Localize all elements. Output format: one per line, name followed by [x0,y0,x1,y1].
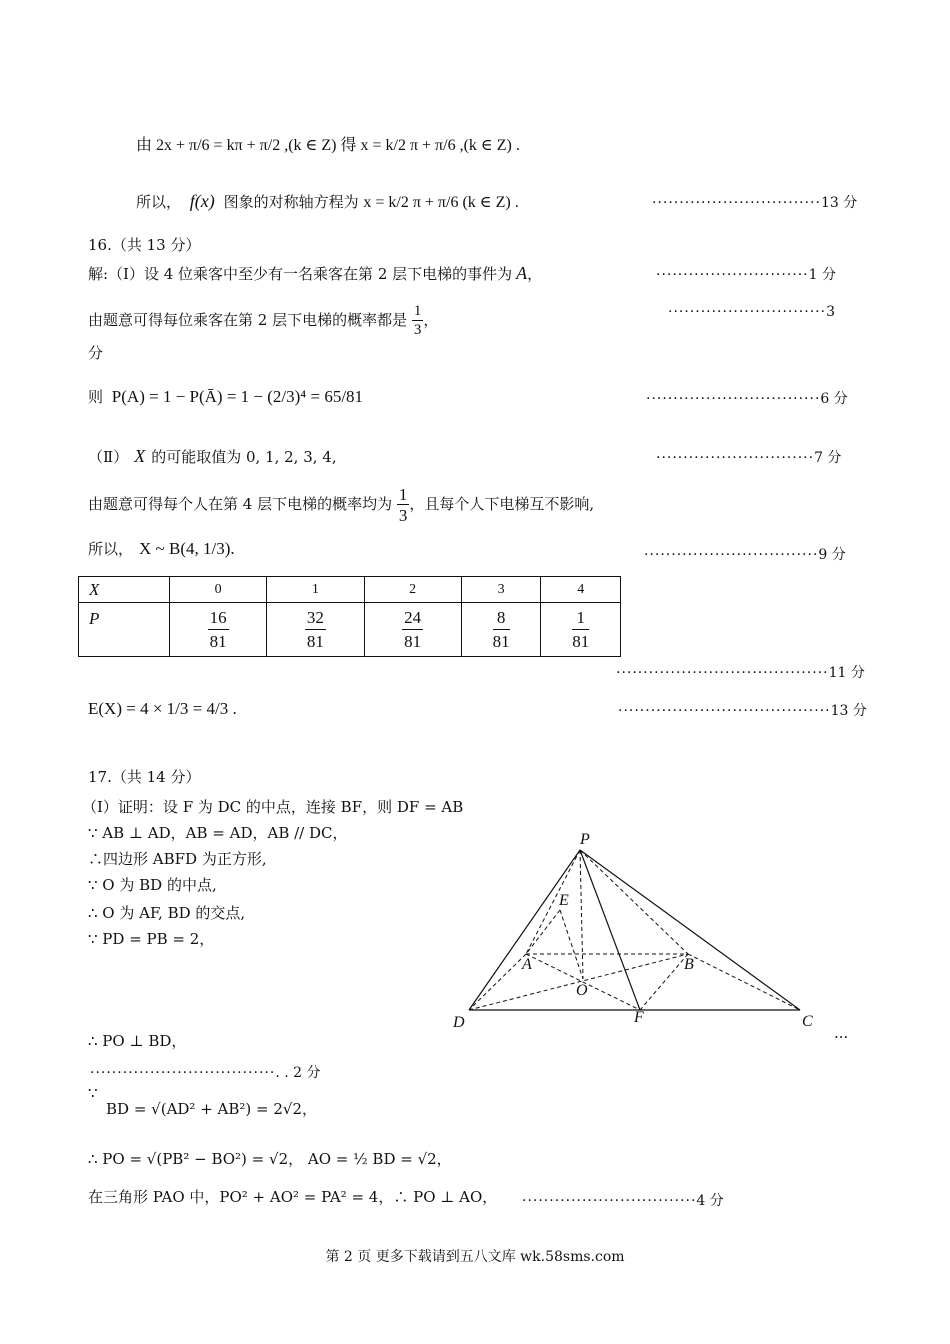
q17-step3: ∴四边形 ABFD 为正方形, [88,850,267,868]
edge-pf [580,850,640,1010]
complement-equation: P(A) = 1 − P(Ā) = 1 − (2/3)⁴ = 65/81 [111,387,364,406]
conclusion-mid: 图象的对称轴方程为 [223,193,359,211]
function-name: f(x) [189,191,215,211]
table-row [79,577,621,603]
q16-step6: 所以， X ~ B(4, 1/3). [88,539,235,558]
p-value: $\frac{32}{81}$ [267,603,364,657]
edge-ad [469,954,526,1010]
label-p: P [580,831,590,848]
q17-step9: ∴ PO = √(PB² − BO²) = √2， AO = ½ BD = √2， [88,1150,452,1168]
derivation-text: 由 2x + π/6 = kπ + π/2 ,(k ∈ Z) 得 x = k/2 π + π/6 ,(k ∈ Z) . [136,137,520,154]
row-label-x: X [79,577,170,603]
floor4-fraction: $\frac{1}{3}$ [398,485,408,525]
score-13a: ·······························13 分 [652,195,858,211]
row-label-p: P [79,603,170,657]
x-value: 2 [364,577,461,603]
q17-step2: ∵ AB ⊥ AD，AB = AD，AB // DC， [88,824,348,842]
edge-po [580,850,583,979]
score-2: ··································. . 2 分 [90,1065,321,1081]
conclusion-prefix: 所以， [136,193,182,211]
label-b: B [684,956,694,973]
x-value: 1 [267,577,364,603]
score-3-unit: 分 [88,344,104,362]
q17-step10: 在三角形 PAO 中，PO² + AO² = PA² = 4，∴ PO ⊥ AO， [88,1188,498,1206]
label-o: O [576,982,588,999]
label-a: A [522,956,532,973]
q17-step6: ∵ PD = PB = 2， [88,930,215,948]
q17-step4: ∵ O 为 BD 的中点, [88,876,217,894]
edge-pa [526,850,580,954]
edge-pc [580,850,800,1010]
p-value: $\frac{24}{81}$ [364,603,461,657]
q17-step8: BD = √(AD² + AB²) = 2√2， [106,1100,318,1118]
score-13: ·······································13 分 [618,703,867,719]
p-value: $\frac{1}{81}$ [541,603,621,657]
q17-step5: ∴ O 为 AF, BD 的交点, [88,904,246,922]
p-value: $\frac{8}{81}$ [461,603,541,657]
event-a: A [516,263,528,283]
edge-bf [640,954,688,1010]
page-footer: 第 2 页 更多下载请到五八文库 wk.58sms.com [325,1249,625,1265]
edge-eo [560,910,583,979]
q17-step1: （Ⅰ）证明：设 F 为 DC 的中点，连接 BF，则 DF = AB [82,798,464,816]
symmetry-conclusion [136,192,519,211]
table-row [79,603,621,657]
score-6: ································6 分 [646,391,848,407]
score-1: ····························1 分 [656,267,836,283]
q16-step5: 由题意可得每个人在第 4 层下电梯的概率均为 $\frac{1}{3}$ ，且每个人下电梯互不影响, [88,485,595,525]
q16-step1: 解:（Ⅰ）设 4 位乘客中至少有一名乘客在第 2 层下电梯的事件为 A， [88,263,543,283]
symmetry-derivation [136,138,520,154]
score-4: ································4 分 [522,1193,724,1209]
q16-header: 16.（共 13 分） [88,236,201,254]
axis-equation: x = k/2 π + π/6 (k ∈ Z) . [363,194,519,211]
distribution-table [78,576,621,657]
edge-bc [688,954,800,1010]
binomial-distribution: X ~ B(4, 1/3). [139,539,235,558]
q16-step2: 由题意可得每位乘客在第 2 层下电梯的概率都是 $\frac{1}{3}$ ， [88,303,439,338]
score-11: ·······································11 分 [616,665,865,681]
q17-because: ∵ [88,1084,98,1102]
label-f: F [634,1009,644,1026]
p-value: $\frac{16}{81}$ [170,603,267,657]
edge-ea [526,910,560,954]
edge-pd [469,850,580,1010]
x-value: 3 [461,577,541,603]
score-9: ································9 分 [644,547,846,563]
score-7: ·····························7 分 [656,450,842,466]
prob-fraction: $\frac{1}{3}$ [413,303,422,338]
label-c: C [802,1013,813,1030]
x-value: 0 [170,577,267,603]
label-e: E [559,892,569,909]
pyramid-figure [440,826,860,1036]
q17-header: 17.（共 14 分） [88,768,201,786]
expectation: E(X) = 4 × 1/3 = 4/3 . [88,699,237,718]
q16-step4: （Ⅱ） X 的可能取值为 0, 1, 2, 3, 4, [88,446,337,466]
edge-pb [580,850,688,954]
ellipsis-mark: ··· [834,1028,849,1046]
label-d: D [453,1014,465,1031]
score-3: ·····························3 [668,304,835,320]
x-value: 4 [541,577,621,603]
q17-step7: ∴ PO ⊥ BD， [88,1032,187,1050]
q16-step3: 则 P(A) = 1 − P(Ā) = 1 − (2/3)⁴ = 65/81 [88,387,364,406]
